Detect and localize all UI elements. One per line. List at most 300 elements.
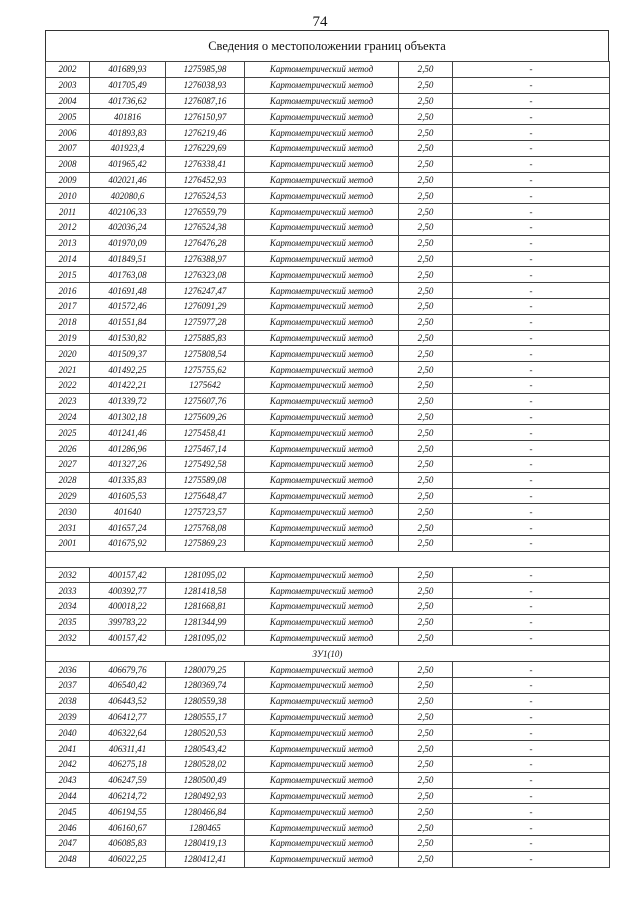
table-row [46, 804, 610, 820]
point-number-cell: 2034 [46, 599, 90, 615]
point-number-cell: 2032 [46, 630, 90, 646]
point-number-cell: 2048 [46, 851, 90, 867]
point-number-cell: 2046 [46, 820, 90, 836]
description-cell: - [453, 93, 610, 109]
point-number-cell: 2016 [46, 283, 90, 299]
description-cell: - [453, 757, 610, 773]
table-row [46, 504, 610, 520]
point-number-cell: 2003 [46, 77, 90, 93]
description-cell: - [453, 441, 610, 457]
accuracy-cell: 2,50 [399, 472, 453, 488]
accuracy-cell: 2,50 [399, 235, 453, 251]
point-number-cell: 2038 [46, 693, 90, 709]
point-number-cell: 2029 [46, 488, 90, 504]
y-coordinate-cell: 1280543,42 [166, 741, 245, 757]
description-cell: - [453, 251, 610, 267]
table-row [46, 156, 610, 172]
x-coordinate-cell: 401572,46 [90, 298, 166, 314]
accuracy-cell: 2,50 [399, 188, 453, 204]
point-number-cell: 2005 [46, 109, 90, 125]
accuracy-cell: 2,50 [399, 630, 453, 646]
x-coordinate-cell: 406247,59 [90, 772, 166, 788]
description-cell: - [453, 851, 610, 867]
x-coordinate-cell: 401970,09 [90, 235, 166, 251]
table-row [46, 757, 610, 773]
x-coordinate-cell: 402021,46 [90, 172, 166, 188]
description-cell: - [453, 377, 610, 393]
description-cell: - [453, 393, 610, 409]
point-number-cell: 2020 [46, 346, 90, 362]
point-number-cell: 2010 [46, 188, 90, 204]
method-cell: Картометрический метод [245, 488, 399, 504]
y-coordinate-cell: 1275467,14 [166, 441, 245, 457]
accuracy-cell: 2,50 [399, 204, 453, 220]
table-row [46, 251, 610, 267]
point-number-cell: 2019 [46, 330, 90, 346]
method-cell: Картометрический метод [245, 346, 399, 362]
table-row [46, 204, 610, 220]
coordinates-table [45, 61, 610, 868]
point-number-cell: 2037 [46, 678, 90, 694]
accuracy-cell: 2,50 [399, 77, 453, 93]
x-coordinate-cell: 401327,26 [90, 456, 166, 472]
table-row [46, 614, 610, 630]
y-coordinate-cell: 1276323,08 [166, 267, 245, 283]
point-number-cell: 2024 [46, 409, 90, 425]
accuracy-cell: 2,50 [399, 346, 453, 362]
point-number-cell: 2027 [46, 456, 90, 472]
point-number-cell: 2015 [46, 267, 90, 283]
method-cell: Картометрический метод [245, 472, 399, 488]
y-coordinate-cell: 1275589,08 [166, 472, 245, 488]
x-coordinate-cell: 401286,96 [90, 441, 166, 457]
point-number-cell: 2017 [46, 298, 90, 314]
method-cell: Картометрический метод [245, 757, 399, 773]
table-row [46, 377, 610, 393]
accuracy-cell: 2,50 [399, 788, 453, 804]
point-number-cell: 2040 [46, 725, 90, 741]
x-coordinate-cell: 400392,77 [90, 583, 166, 599]
point-number-cell: 2001 [46, 535, 90, 551]
method-cell: Картометрический метод [245, 614, 399, 630]
y-coordinate-cell: 1276476,28 [166, 235, 245, 251]
table-row [46, 788, 610, 804]
description-cell: - [453, 283, 610, 299]
method-cell: Картометрический метод [245, 630, 399, 646]
method-cell: Картометрический метод [245, 267, 399, 283]
y-coordinate-cell: 1280419,13 [166, 836, 245, 852]
description-cell: - [453, 77, 610, 93]
accuracy-cell: 2,50 [399, 140, 453, 156]
x-coordinate-cell: 401241,46 [90, 425, 166, 441]
x-coordinate-cell: 406540,42 [90, 678, 166, 694]
point-number-cell: 2023 [46, 393, 90, 409]
y-coordinate-cell: 1281095,02 [166, 630, 245, 646]
accuracy-cell: 2,50 [399, 599, 453, 615]
point-number-cell: 2014 [46, 251, 90, 267]
accuracy-cell: 2,50 [399, 267, 453, 283]
description-cell: - [453, 62, 610, 78]
table-row [46, 362, 610, 378]
point-number-cell: 2032 [46, 567, 90, 583]
point-number-cell: 2047 [46, 836, 90, 852]
method-cell: Картометрический метод [245, 109, 399, 125]
method-cell: Картометрический метод [245, 820, 399, 836]
description-cell: - [453, 235, 610, 251]
x-coordinate-cell: 401763,08 [90, 267, 166, 283]
accuracy-cell: 2,50 [399, 520, 453, 536]
point-number-cell: 2011 [46, 204, 90, 220]
x-coordinate-cell: 406194,55 [90, 804, 166, 820]
method-cell: Картометрический метод [245, 741, 399, 757]
method-cell: Картометрический метод [245, 283, 399, 299]
point-number-cell: 2041 [46, 741, 90, 757]
method-cell: Картометрический метод [245, 456, 399, 472]
accuracy-cell: 2,50 [399, 804, 453, 820]
y-coordinate-cell: 1281095,02 [166, 567, 245, 583]
accuracy-cell: 2,50 [399, 851, 453, 867]
description-cell: - [453, 109, 610, 125]
method-cell: Картометрический метод [245, 377, 399, 393]
method-cell: Картометрический метод [245, 535, 399, 551]
method-cell: Картометрический метод [245, 77, 399, 93]
x-coordinate-cell: 401657,24 [90, 520, 166, 536]
description-cell: - [453, 614, 610, 630]
y-coordinate-cell: 1280500,49 [166, 772, 245, 788]
blank-separator-row [46, 551, 610, 567]
accuracy-cell: 2,50 [399, 678, 453, 694]
x-coordinate-cell: 400018,22 [90, 599, 166, 615]
method-cell: Картометрический метод [245, 156, 399, 172]
x-coordinate-cell: 401736,62 [90, 93, 166, 109]
method-cell: Картометрический метод [245, 298, 399, 314]
accuracy-cell: 2,50 [399, 314, 453, 330]
page-number: 74 [312, 14, 328, 30]
description-cell: - [453, 583, 610, 599]
table-row [46, 267, 610, 283]
accuracy-cell: 2,50 [399, 283, 453, 299]
x-coordinate-cell: 401675,92 [90, 535, 166, 551]
table-row [46, 599, 610, 615]
x-coordinate-cell: 401422,21 [90, 377, 166, 393]
accuracy-cell: 2,50 [399, 772, 453, 788]
table-row [46, 298, 610, 314]
x-coordinate-cell: 406160,67 [90, 820, 166, 836]
y-coordinate-cell: 1276229,69 [166, 140, 245, 156]
table-row [46, 820, 610, 836]
point-number-cell: 2035 [46, 614, 90, 630]
description-cell: - [453, 298, 610, 314]
y-coordinate-cell: 1276524,38 [166, 219, 245, 235]
point-number-cell: 2031 [46, 520, 90, 536]
y-coordinate-cell: 1280369,74 [166, 678, 245, 694]
y-coordinate-cell: 1275869,23 [166, 535, 245, 551]
x-coordinate-cell: 401965,42 [90, 156, 166, 172]
description-cell: - [453, 709, 610, 725]
table-row [46, 472, 610, 488]
x-coordinate-cell: 401335,83 [90, 472, 166, 488]
y-coordinate-cell: 1275768,08 [166, 520, 245, 536]
description-cell: - [453, 472, 610, 488]
x-coordinate-cell: 401705,49 [90, 77, 166, 93]
description-cell: - [453, 535, 610, 551]
y-coordinate-cell: 1281344,99 [166, 614, 245, 630]
x-coordinate-cell: 402080,6 [90, 188, 166, 204]
x-coordinate-cell: 406443,52 [90, 693, 166, 709]
x-coordinate-cell: 401605,53 [90, 488, 166, 504]
description-cell: - [453, 346, 610, 362]
description-cell: - [453, 520, 610, 536]
method-cell: Картометрический метод [245, 409, 399, 425]
x-coordinate-cell: 400157,42 [90, 630, 166, 646]
point-number-cell: 2030 [46, 504, 90, 520]
point-number-cell: 2028 [46, 472, 90, 488]
table-row [46, 140, 610, 156]
point-number-cell: 2008 [46, 156, 90, 172]
y-coordinate-cell: 1275642 [166, 377, 245, 393]
y-coordinate-cell: 1275755,62 [166, 362, 245, 378]
blank-cell [46, 551, 610, 567]
x-coordinate-cell: 401640 [90, 504, 166, 520]
accuracy-cell: 2,50 [399, 377, 453, 393]
accuracy-cell: 2,50 [399, 504, 453, 520]
x-coordinate-cell: 402036,24 [90, 219, 166, 235]
description-cell: - [453, 488, 610, 504]
point-number-cell: 2007 [46, 140, 90, 156]
method-cell: Картометрический метод [245, 788, 399, 804]
y-coordinate-cell: 1280412,41 [166, 851, 245, 867]
x-coordinate-cell: 401530,82 [90, 330, 166, 346]
coordinates-table-body [46, 62, 610, 868]
point-number-cell: 2026 [46, 441, 90, 457]
table-row [46, 283, 610, 299]
y-coordinate-cell: 1276338,41 [166, 156, 245, 172]
accuracy-cell: 2,50 [399, 393, 453, 409]
table-row [46, 77, 610, 93]
method-cell: Картометрический метод [245, 188, 399, 204]
description-cell: - [453, 425, 610, 441]
table-row [46, 346, 610, 362]
table-row [46, 93, 610, 109]
y-coordinate-cell: 1275607,76 [166, 393, 245, 409]
method-cell: Картометрический метод [245, 599, 399, 615]
accuracy-cell: 2,50 [399, 251, 453, 267]
x-coordinate-cell: 401689,93 [90, 62, 166, 78]
table-row [46, 393, 610, 409]
point-number-cell: 2002 [46, 62, 90, 78]
method-cell: Картометрический метод [245, 567, 399, 583]
description-cell: - [453, 804, 610, 820]
method-cell: Картометрический метод [245, 583, 399, 599]
method-cell: Картометрический метод [245, 330, 399, 346]
accuracy-cell: 2,50 [399, 298, 453, 314]
table-row [46, 314, 610, 330]
y-coordinate-cell: 1280520,53 [166, 725, 245, 741]
method-cell: Картометрический метод [245, 204, 399, 220]
y-coordinate-cell: 1281668,81 [166, 599, 245, 615]
method-cell: Картометрический метод [245, 62, 399, 78]
description-cell: - [453, 820, 610, 836]
table-row [46, 330, 610, 346]
point-number-cell: 2044 [46, 788, 90, 804]
x-coordinate-cell: 406679,76 [90, 662, 166, 678]
accuracy-cell: 2,50 [399, 693, 453, 709]
accuracy-cell: 2,50 [399, 441, 453, 457]
accuracy-cell: 2,50 [399, 109, 453, 125]
accuracy-cell: 2,50 [399, 567, 453, 583]
table-row [46, 772, 610, 788]
point-number-cell: 2042 [46, 757, 90, 773]
section-label-row [46, 646, 610, 662]
table-row [46, 235, 610, 251]
method-cell: Картометрический метод [245, 504, 399, 520]
method-cell: Картометрический метод [245, 172, 399, 188]
table-row [46, 109, 610, 125]
x-coordinate-cell: 406022,25 [90, 851, 166, 867]
accuracy-cell: 2,50 [399, 362, 453, 378]
point-number-cell: 2043 [46, 772, 90, 788]
x-coordinate-cell: 401923,4 [90, 140, 166, 156]
accuracy-cell: 2,50 [399, 535, 453, 551]
section-label: ЗУ1(10) [46, 646, 610, 662]
y-coordinate-cell: 1280555,17 [166, 709, 245, 725]
description-cell: - [453, 314, 610, 330]
y-coordinate-cell: 1280466,84 [166, 804, 245, 820]
y-coordinate-cell: 1275648,47 [166, 488, 245, 504]
x-coordinate-cell: 400157,42 [90, 567, 166, 583]
accuracy-cell: 2,50 [399, 93, 453, 109]
x-coordinate-cell: 401492,25 [90, 362, 166, 378]
y-coordinate-cell: 1276559,79 [166, 204, 245, 220]
x-coordinate-cell: 401691,48 [90, 283, 166, 299]
y-coordinate-cell: 1276087,16 [166, 93, 245, 109]
point-number-cell: 2013 [46, 235, 90, 251]
point-number-cell: 2009 [46, 172, 90, 188]
method-cell: Картометрический метод [245, 393, 399, 409]
description-cell: - [453, 204, 610, 220]
table-row [46, 741, 610, 757]
description-cell: - [453, 693, 610, 709]
description-cell: - [453, 741, 610, 757]
point-number-cell: 2004 [46, 93, 90, 109]
y-coordinate-cell: 1280528,02 [166, 757, 245, 773]
x-coordinate-cell: 401509,37 [90, 346, 166, 362]
description-cell: - [453, 456, 610, 472]
table-row [46, 172, 610, 188]
x-coordinate-cell: 402106,33 [90, 204, 166, 220]
table-row [46, 425, 610, 441]
accuracy-cell: 2,50 [399, 725, 453, 741]
method-cell: Картометрический метод [245, 235, 399, 251]
table-row [46, 535, 610, 551]
accuracy-cell: 2,50 [399, 662, 453, 678]
description-cell: - [453, 125, 610, 141]
description-cell: - [453, 172, 610, 188]
x-coordinate-cell: 401551,84 [90, 314, 166, 330]
accuracy-cell: 2,50 [399, 488, 453, 504]
y-coordinate-cell: 1275985,98 [166, 62, 245, 78]
accuracy-cell: 2,50 [399, 836, 453, 852]
description-cell: - [453, 267, 610, 283]
x-coordinate-cell: 401816 [90, 109, 166, 125]
description-cell: - [453, 836, 610, 852]
method-cell: Картометрический метод [245, 219, 399, 235]
point-number-cell: 2022 [46, 377, 90, 393]
accuracy-cell: 2,50 [399, 62, 453, 78]
description-cell: - [453, 599, 610, 615]
description-cell: - [453, 188, 610, 204]
point-number-cell: 2012 [46, 219, 90, 235]
accuracy-cell: 2,50 [399, 757, 453, 773]
x-coordinate-cell: 406214,72 [90, 788, 166, 804]
y-coordinate-cell: 1276091,29 [166, 298, 245, 314]
x-coordinate-cell: 401849,51 [90, 251, 166, 267]
x-coordinate-cell: 399783,22 [90, 614, 166, 630]
y-coordinate-cell: 1280559,38 [166, 693, 245, 709]
accuracy-cell: 2,50 [399, 330, 453, 346]
table-row [46, 583, 610, 599]
method-cell: Картометрический метод [245, 836, 399, 852]
table-row [46, 441, 610, 457]
table-row [46, 836, 610, 852]
description-cell: - [453, 219, 610, 235]
description-cell: - [453, 504, 610, 520]
y-coordinate-cell: 1280079,25 [166, 662, 245, 678]
point-number-cell: 2033 [46, 583, 90, 599]
description-cell: - [453, 156, 610, 172]
point-number-cell: 2045 [46, 804, 90, 820]
point-number-cell: 2021 [46, 362, 90, 378]
description-cell: - [453, 362, 610, 378]
description-cell: - [453, 678, 610, 694]
method-cell: Картометрический метод [245, 140, 399, 156]
method-cell: Картометрический метод [245, 251, 399, 267]
x-coordinate-cell: 406412,77 [90, 709, 166, 725]
y-coordinate-cell: 1275609,26 [166, 409, 245, 425]
accuracy-cell: 2,50 [399, 425, 453, 441]
method-cell: Картометрический метод [245, 93, 399, 109]
accuracy-cell: 2,50 [399, 219, 453, 235]
y-coordinate-cell: 1275723,57 [166, 504, 245, 520]
method-cell: Картометрический метод [245, 362, 399, 378]
x-coordinate-cell: 401339,72 [90, 393, 166, 409]
method-cell: Картометрический метод [245, 693, 399, 709]
description-cell: - [453, 725, 610, 741]
x-coordinate-cell: 401302,18 [90, 409, 166, 425]
boundary-sheet [45, 30, 609, 868]
method-cell: Картометрический метод [245, 851, 399, 867]
accuracy-cell: 2,50 [399, 156, 453, 172]
table-row [46, 456, 610, 472]
accuracy-cell: 2,50 [399, 409, 453, 425]
method-cell: Картометрический метод [245, 678, 399, 694]
table-row [46, 488, 610, 504]
method-cell: Картометрический метод [245, 441, 399, 457]
y-coordinate-cell: 1280465 [166, 820, 245, 836]
y-coordinate-cell: 1275885,83 [166, 330, 245, 346]
y-coordinate-cell: 1275492,58 [166, 456, 245, 472]
accuracy-cell: 2,50 [399, 125, 453, 141]
x-coordinate-cell: 401893,83 [90, 125, 166, 141]
y-coordinate-cell: 1276524,53 [166, 188, 245, 204]
method-cell: Картометрический метод [245, 804, 399, 820]
y-coordinate-cell: 1275977,28 [166, 314, 245, 330]
accuracy-cell: 2,50 [399, 741, 453, 757]
x-coordinate-cell: 406322,64 [90, 725, 166, 741]
table-row [46, 520, 610, 536]
accuracy-cell: 2,50 [399, 820, 453, 836]
accuracy-cell: 2,50 [399, 614, 453, 630]
